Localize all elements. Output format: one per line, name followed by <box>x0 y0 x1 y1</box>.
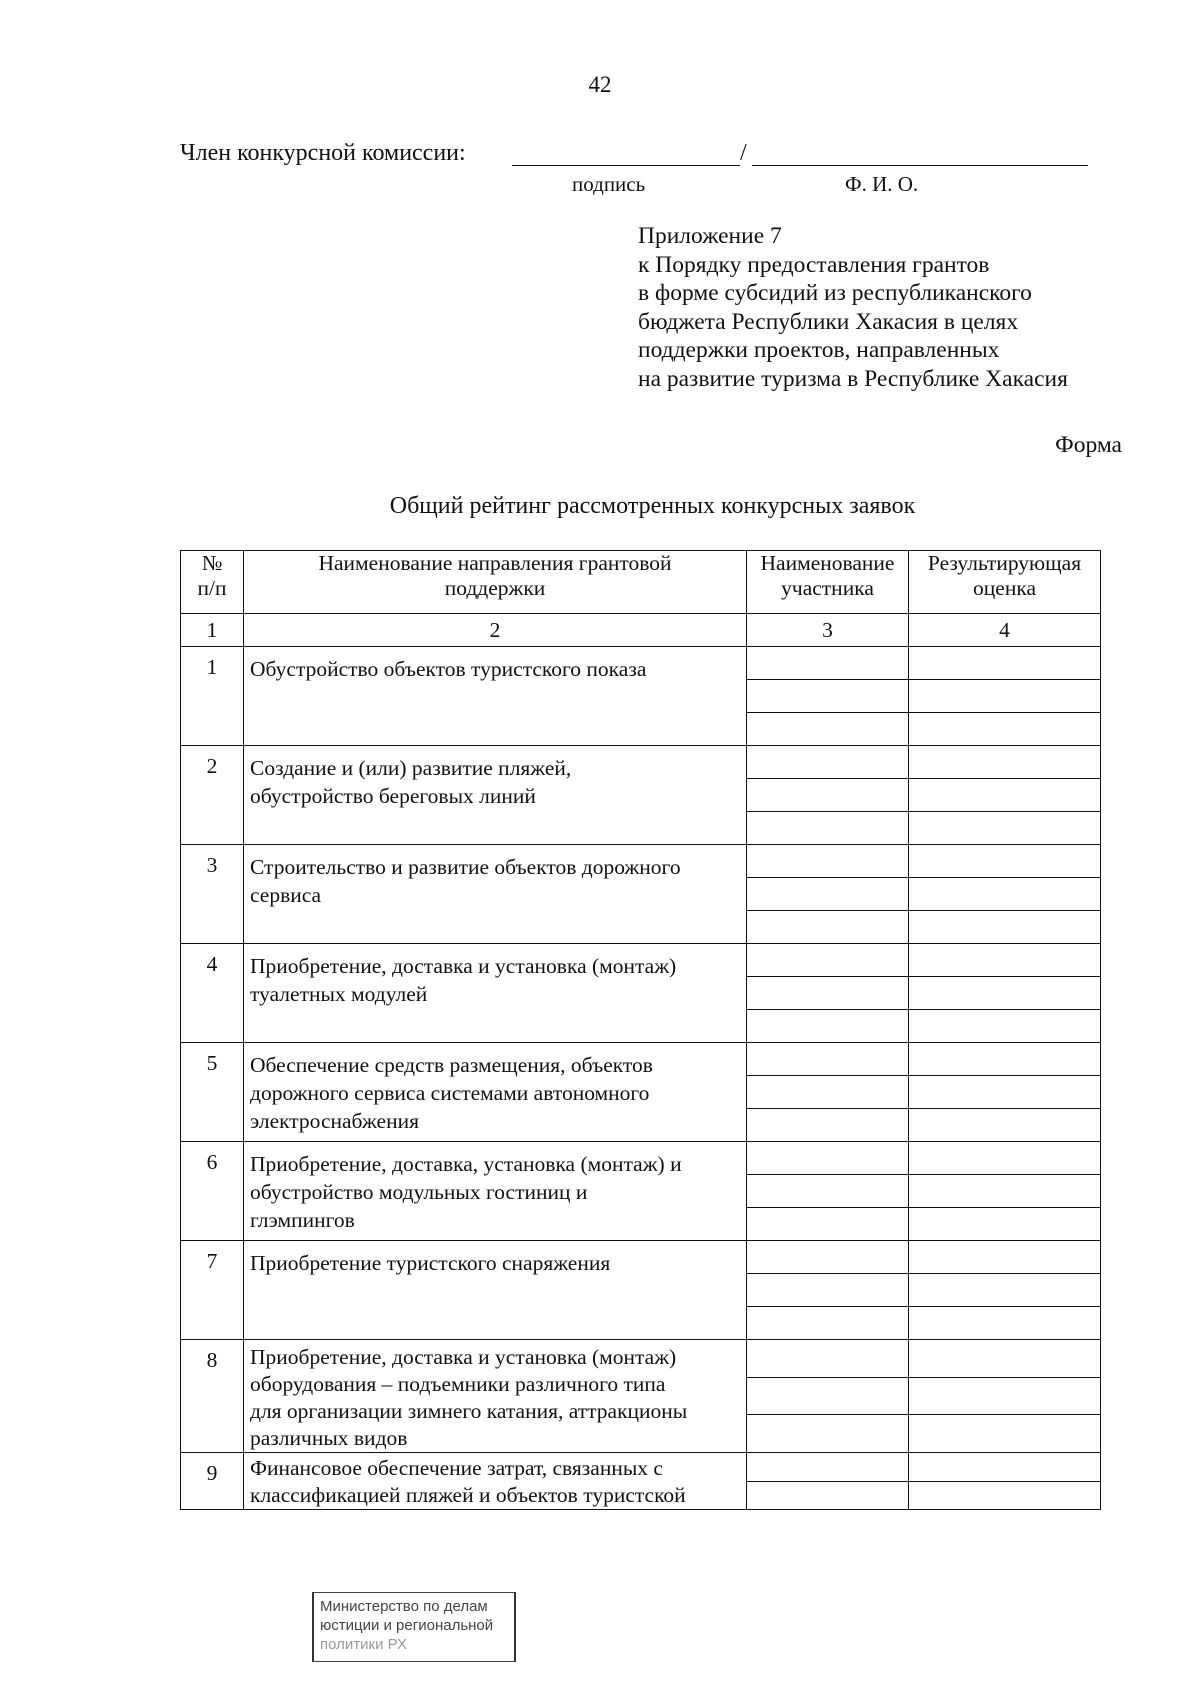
participant-cell[interactable] <box>747 1142 909 1175</box>
row-direction: Приобретение, доставка, установка (монтаж) и обустройство модульных гостиниц и глэмпингов <box>244 1142 747 1241</box>
score-cell[interactable] <box>909 1481 1101 1510</box>
row-number: 3 <box>181 845 244 944</box>
participant-cell[interactable] <box>747 746 909 779</box>
form-label: Форма <box>1055 432 1122 458</box>
score-cell[interactable] <box>909 1208 1101 1241</box>
participant-cell[interactable] <box>747 1241 909 1274</box>
participant-cell[interactable] <box>747 680 909 713</box>
score-cell[interactable] <box>909 1307 1101 1340</box>
participant-cell[interactable] <box>747 1010 909 1043</box>
rating-table <box>180 550 1101 1510</box>
participant-cell[interactable] <box>747 1307 909 1340</box>
column-number: 4 <box>909 614 1101 647</box>
score-cell[interactable] <box>909 977 1101 1010</box>
appendix-line: Приложение 7 <box>638 223 782 249</box>
participant-cell[interactable] <box>747 713 909 746</box>
row-number: 6 <box>181 1142 244 1241</box>
row-number: 4 <box>181 944 244 1043</box>
participant-cell[interactable] <box>747 977 909 1010</box>
score-cell[interactable] <box>909 1340 1101 1378</box>
commission-member-label: Член конкурсной комиссии: <box>180 140 466 166</box>
table-row <box>181 746 1101 779</box>
score-cell[interactable] <box>909 1109 1101 1142</box>
row-direction: Обустройство объектов туристского показа <box>244 647 747 746</box>
table-row <box>181 647 1101 680</box>
score-cell[interactable] <box>909 647 1101 680</box>
header-direction: Наименование направления грантовой поддержки <box>244 551 747 614</box>
participant-cell[interactable] <box>747 1453 909 1482</box>
participant-cell[interactable] <box>747 1340 909 1378</box>
signature-caption: подпись <box>572 172 646 196</box>
document-title: Общий рейтинг рассмотренных конкурсных заявок <box>389 493 916 519</box>
row-direction: Приобретение, доставка и установка (монтаж) туалетных модулей <box>244 944 747 1043</box>
score-cell[interactable] <box>909 779 1101 812</box>
appendix-line: поддержки проектов, направленных <box>638 337 1000 363</box>
appendix-line: в форме субсидий из республиканского <box>638 280 1032 306</box>
row-number: 1 <box>181 647 244 746</box>
appendix-line: бюджета Республики Хакасия в целях <box>638 308 1019 335</box>
row-direction: Обеспечение средств размещения, объектов дорожного сервиса системами автономного электроснабжения <box>244 1043 747 1142</box>
score-cell[interactable] <box>909 1241 1101 1274</box>
score-cell[interactable] <box>909 812 1101 845</box>
row-direction: Приобретение, доставка и установка (монтаж) оборудования – подъемники различного типа для организации зимнего катания, аттракционы различных видов <box>244 1340 747 1453</box>
table-row <box>181 1043 1101 1076</box>
participant-cell[interactable] <box>747 779 909 812</box>
row-number: 2 <box>181 746 244 845</box>
registration-stamp <box>312 1592 516 1662</box>
participant-cell[interactable] <box>747 647 909 680</box>
participant-cell[interactable] <box>747 1274 909 1307</box>
table-row <box>181 1453 1101 1482</box>
participant-cell[interactable] <box>747 1109 909 1142</box>
participant-cell[interactable] <box>747 1415 909 1453</box>
appendix-line: к Порядку предоставления грантов <box>638 251 990 278</box>
score-cell[interactable] <box>909 944 1101 977</box>
participant-cell[interactable] <box>747 1043 909 1076</box>
appendix-block <box>638 222 1068 393</box>
score-cell[interactable] <box>909 713 1101 746</box>
stamp-line: юстиции и региональной <box>320 1617 494 1634</box>
column-number: 1 <box>181 614 244 647</box>
score-cell[interactable] <box>909 1010 1101 1043</box>
signature-separator: / <box>740 140 747 166</box>
participant-cell[interactable] <box>747 1481 909 1510</box>
header-score: Результирующая оценка <box>909 551 1101 614</box>
stamp-line: Министерство по делам <box>320 1598 488 1615</box>
score-cell[interactable] <box>909 878 1101 911</box>
table-row <box>181 1142 1101 1175</box>
row-direction: Финансовое обеспечение затрат, связанных с классификацией пляжей и объектов туристской <box>244 1453 747 1510</box>
participant-cell[interactable] <box>747 1175 909 1208</box>
row-number: 5 <box>181 1043 244 1142</box>
page-number: 42 <box>588 72 612 97</box>
row-direction: Создание и (или) развитие пляжей, обустройство береговых линий <box>244 746 747 845</box>
participant-cell[interactable] <box>747 944 909 977</box>
participant-cell[interactable] <box>747 911 909 944</box>
participant-cell[interactable] <box>747 1377 909 1415</box>
header-num: № п/п <box>181 551 244 614</box>
participant-cell[interactable] <box>747 878 909 911</box>
participant-cell[interactable] <box>747 812 909 845</box>
table-header-row <box>181 551 1101 614</box>
score-cell[interactable] <box>909 1415 1101 1453</box>
score-cell[interactable] <box>909 1377 1101 1415</box>
score-cell[interactable] <box>909 1076 1101 1109</box>
appendix-line: на развитие туризма в Республике Хакасия <box>638 365 1068 392</box>
score-cell[interactable] <box>909 1274 1101 1307</box>
participant-cell[interactable] <box>747 1076 909 1109</box>
table-row <box>181 944 1101 977</box>
column-number: 3 <box>747 614 909 647</box>
score-cell[interactable] <box>909 1043 1101 1076</box>
name-line <box>752 165 1088 166</box>
row-number: 9 <box>181 1453 244 1510</box>
score-cell[interactable] <box>909 680 1101 713</box>
score-cell[interactable] <box>909 1142 1101 1175</box>
score-cell[interactable] <box>909 1175 1101 1208</box>
participant-cell[interactable] <box>747 845 909 878</box>
score-cell[interactable] <box>909 911 1101 944</box>
score-cell[interactable] <box>909 1453 1101 1482</box>
row-number: 8 <box>181 1340 244 1453</box>
stamp-line: политики РХ <box>320 1636 407 1653</box>
participant-cell[interactable] <box>747 1208 909 1241</box>
score-cell[interactable] <box>909 845 1101 878</box>
row-direction: Строительство и развитие объектов дорожного сервиса <box>244 845 747 944</box>
name-caption: Ф. И. О. <box>845 172 919 196</box>
table-row <box>181 1340 1101 1378</box>
score-cell[interactable] <box>909 746 1101 779</box>
table-row <box>181 1241 1101 1274</box>
column-number-row <box>181 614 1101 647</box>
row-direction: Приобретение туристского снаряжения <box>244 1241 747 1340</box>
column-number: 2 <box>244 614 747 647</box>
row-number: 7 <box>181 1241 244 1340</box>
table-row <box>181 845 1101 878</box>
header-participant: Наименование участника <box>747 551 909 614</box>
signature-line <box>512 165 740 166</box>
